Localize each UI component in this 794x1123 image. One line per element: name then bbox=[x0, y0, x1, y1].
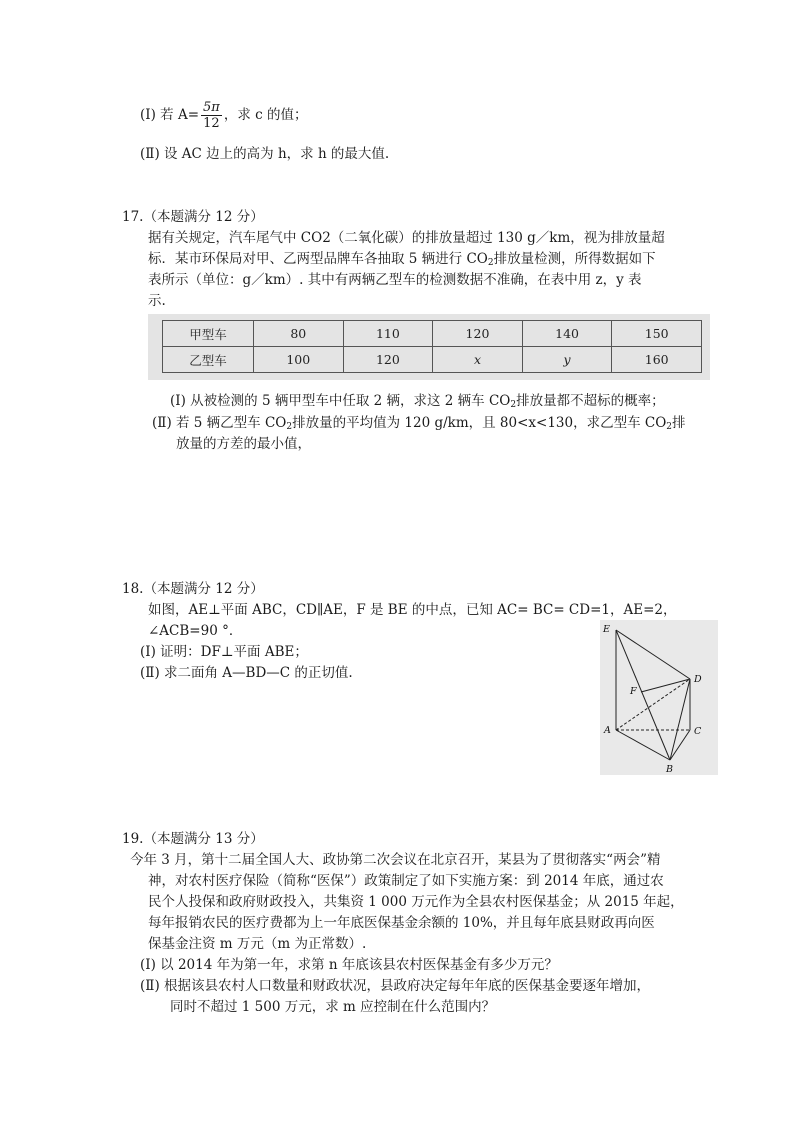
q17-line2-a: 标．某市环保局对甲、乙两型品牌车各抽取 5 辆进行 CO bbox=[148, 251, 488, 267]
label-B: B bbox=[666, 764, 673, 775]
label-C: C bbox=[694, 726, 702, 737]
q19-line4: 每年报销农民的医疗费都为上一年底医保基金余额的 10%，并且每年底县财政再向医 bbox=[148, 915, 655, 931]
q17-part2-c: 排 bbox=[672, 415, 686, 431]
q16-frac-num: 5π bbox=[203, 100, 220, 115]
table-cell: 甲型车 bbox=[163, 321, 254, 347]
table-cell: x bbox=[433, 347, 523, 373]
q18-line2: ∠ACB=90 °． bbox=[148, 623, 243, 639]
q17-line3: 表所示（单位：g／km）. 其中有两辆乙型车的检测数据不准确，在表中用 z，y 表 bbox=[148, 272, 642, 288]
q17-part1-sub: 2 bbox=[510, 400, 517, 410]
q19-part2-line1: (Ⅱ) 根据该县农村人口数量和财政状况，县政府决定每年年底的医保基金要逐年增加， bbox=[140, 978, 650, 994]
table-row bbox=[163, 321, 702, 347]
q19-part2-line2: 同时不超过 1 500 万元，求 m 应控制在什么范围内？ bbox=[170, 999, 496, 1015]
q17-part1-b: 排放量都不超标的概率； bbox=[516, 393, 665, 409]
table-cell: 110 bbox=[343, 321, 433, 347]
label-D: D bbox=[694, 674, 702, 685]
table-cell: 120 bbox=[343, 347, 433, 373]
table-cell: 100 bbox=[254, 347, 344, 373]
q17-heading: 17.（本题满分 12 分） bbox=[122, 209, 264, 225]
q17-part2 bbox=[152, 411, 686, 432]
q16-part1-suffix: ，求 c 的值； bbox=[223, 107, 308, 123]
q17-line4: 示. bbox=[148, 293, 166, 309]
q19-part1: (I) 以 2014 年为第一年，求第 n 年底该县农村医保基金有多少万元？ bbox=[140, 957, 558, 973]
label-A: A bbox=[604, 725, 611, 736]
q18-part1: (I) 证明：DF⊥平面 ABE； bbox=[140, 644, 308, 660]
table-cell: 乙型车 bbox=[163, 347, 254, 373]
q19-line3: 民个人投保和政府财政投入，共集资 1 000 万元作为全县农村医保基金；从 2015 年起， bbox=[148, 894, 684, 910]
table-cell: 80 bbox=[254, 321, 344, 347]
q18-line1: 如图，AE⊥平面 ABC，CD∥AE，F 是 BE 的中点，已知 AC= BC= CD=1，AE=2， bbox=[148, 602, 677, 618]
geometry-diagram bbox=[600, 620, 718, 775]
q16-part1 bbox=[140, 100, 308, 131]
table-cell: y bbox=[522, 347, 612, 373]
q17-part1-a: (I) 从被检测的 5 辆甲型车中任取 2 辆，求这 2 辆车 CO bbox=[170, 393, 511, 409]
q17-part2-sub: 2 bbox=[286, 422, 293, 432]
q17-line2-sub: 2 bbox=[487, 258, 494, 268]
q18-heading: 18.（本题满分 12 分） bbox=[122, 581, 264, 597]
table-cell: 150 bbox=[612, 321, 702, 347]
q16-part1-prefix: (I) 若 A= bbox=[140, 107, 200, 123]
q17-part2-sub2: 2 bbox=[666, 422, 673, 432]
label-E: E bbox=[603, 624, 610, 635]
q16-frac-den: 12 bbox=[203, 116, 220, 131]
label-F: F bbox=[630, 686, 637, 697]
q17-table-scan bbox=[148, 314, 710, 380]
q19-heading: 19.（本题满分 13 分） bbox=[122, 831, 264, 847]
q17-line2-b: 排放量检测，所得数据如下 bbox=[493, 251, 656, 267]
q16-fraction bbox=[201, 100, 222, 131]
q19-line5: 保基金注资 m 万元（m 为正常数）. bbox=[148, 936, 367, 952]
q16-part2: (Ⅱ) 设 AC 边上的高为 h，求 h 的最大值. bbox=[140, 146, 390, 162]
table-cell: 160 bbox=[612, 347, 702, 373]
table-cell: 120 bbox=[433, 321, 523, 347]
q17-part2-a: (Ⅱ) 若 5 辆乙型车 CO bbox=[152, 415, 287, 431]
q17-line1: 据有关规定，汽车尾气中 CO2（二氧化碳）的排放量超过 130 g／km，视为排放量超 bbox=[148, 230, 665, 246]
q17-data-table bbox=[162, 320, 702, 373]
q17-part2-b: 排放量的平均值为 120 g/km，且 80<x<130，求乙型车 CO bbox=[292, 415, 667, 431]
q19-line2: 神，对农村医疗保险（简称“医保”）政策制定了如下实施方案：到 2014 年底，通过农 bbox=[148, 873, 664, 889]
q19-line1: 今年 3 月，第十二届全国人大、政协第二次会议在北京召开，某县为了贯彻落实“两会”精 bbox=[130, 852, 661, 868]
q18-geometry-figure bbox=[600, 620, 718, 775]
q17-line2 bbox=[148, 247, 656, 268]
q18-part2: (Ⅱ) 求二面角 A—BD—C 的正切值. bbox=[140, 665, 353, 681]
q17-part2-line2: 放量的方差的最小值， bbox=[176, 436, 311, 452]
q17-part1 bbox=[170, 389, 665, 410]
table-row bbox=[163, 347, 702, 373]
table-cell: 140 bbox=[522, 321, 612, 347]
